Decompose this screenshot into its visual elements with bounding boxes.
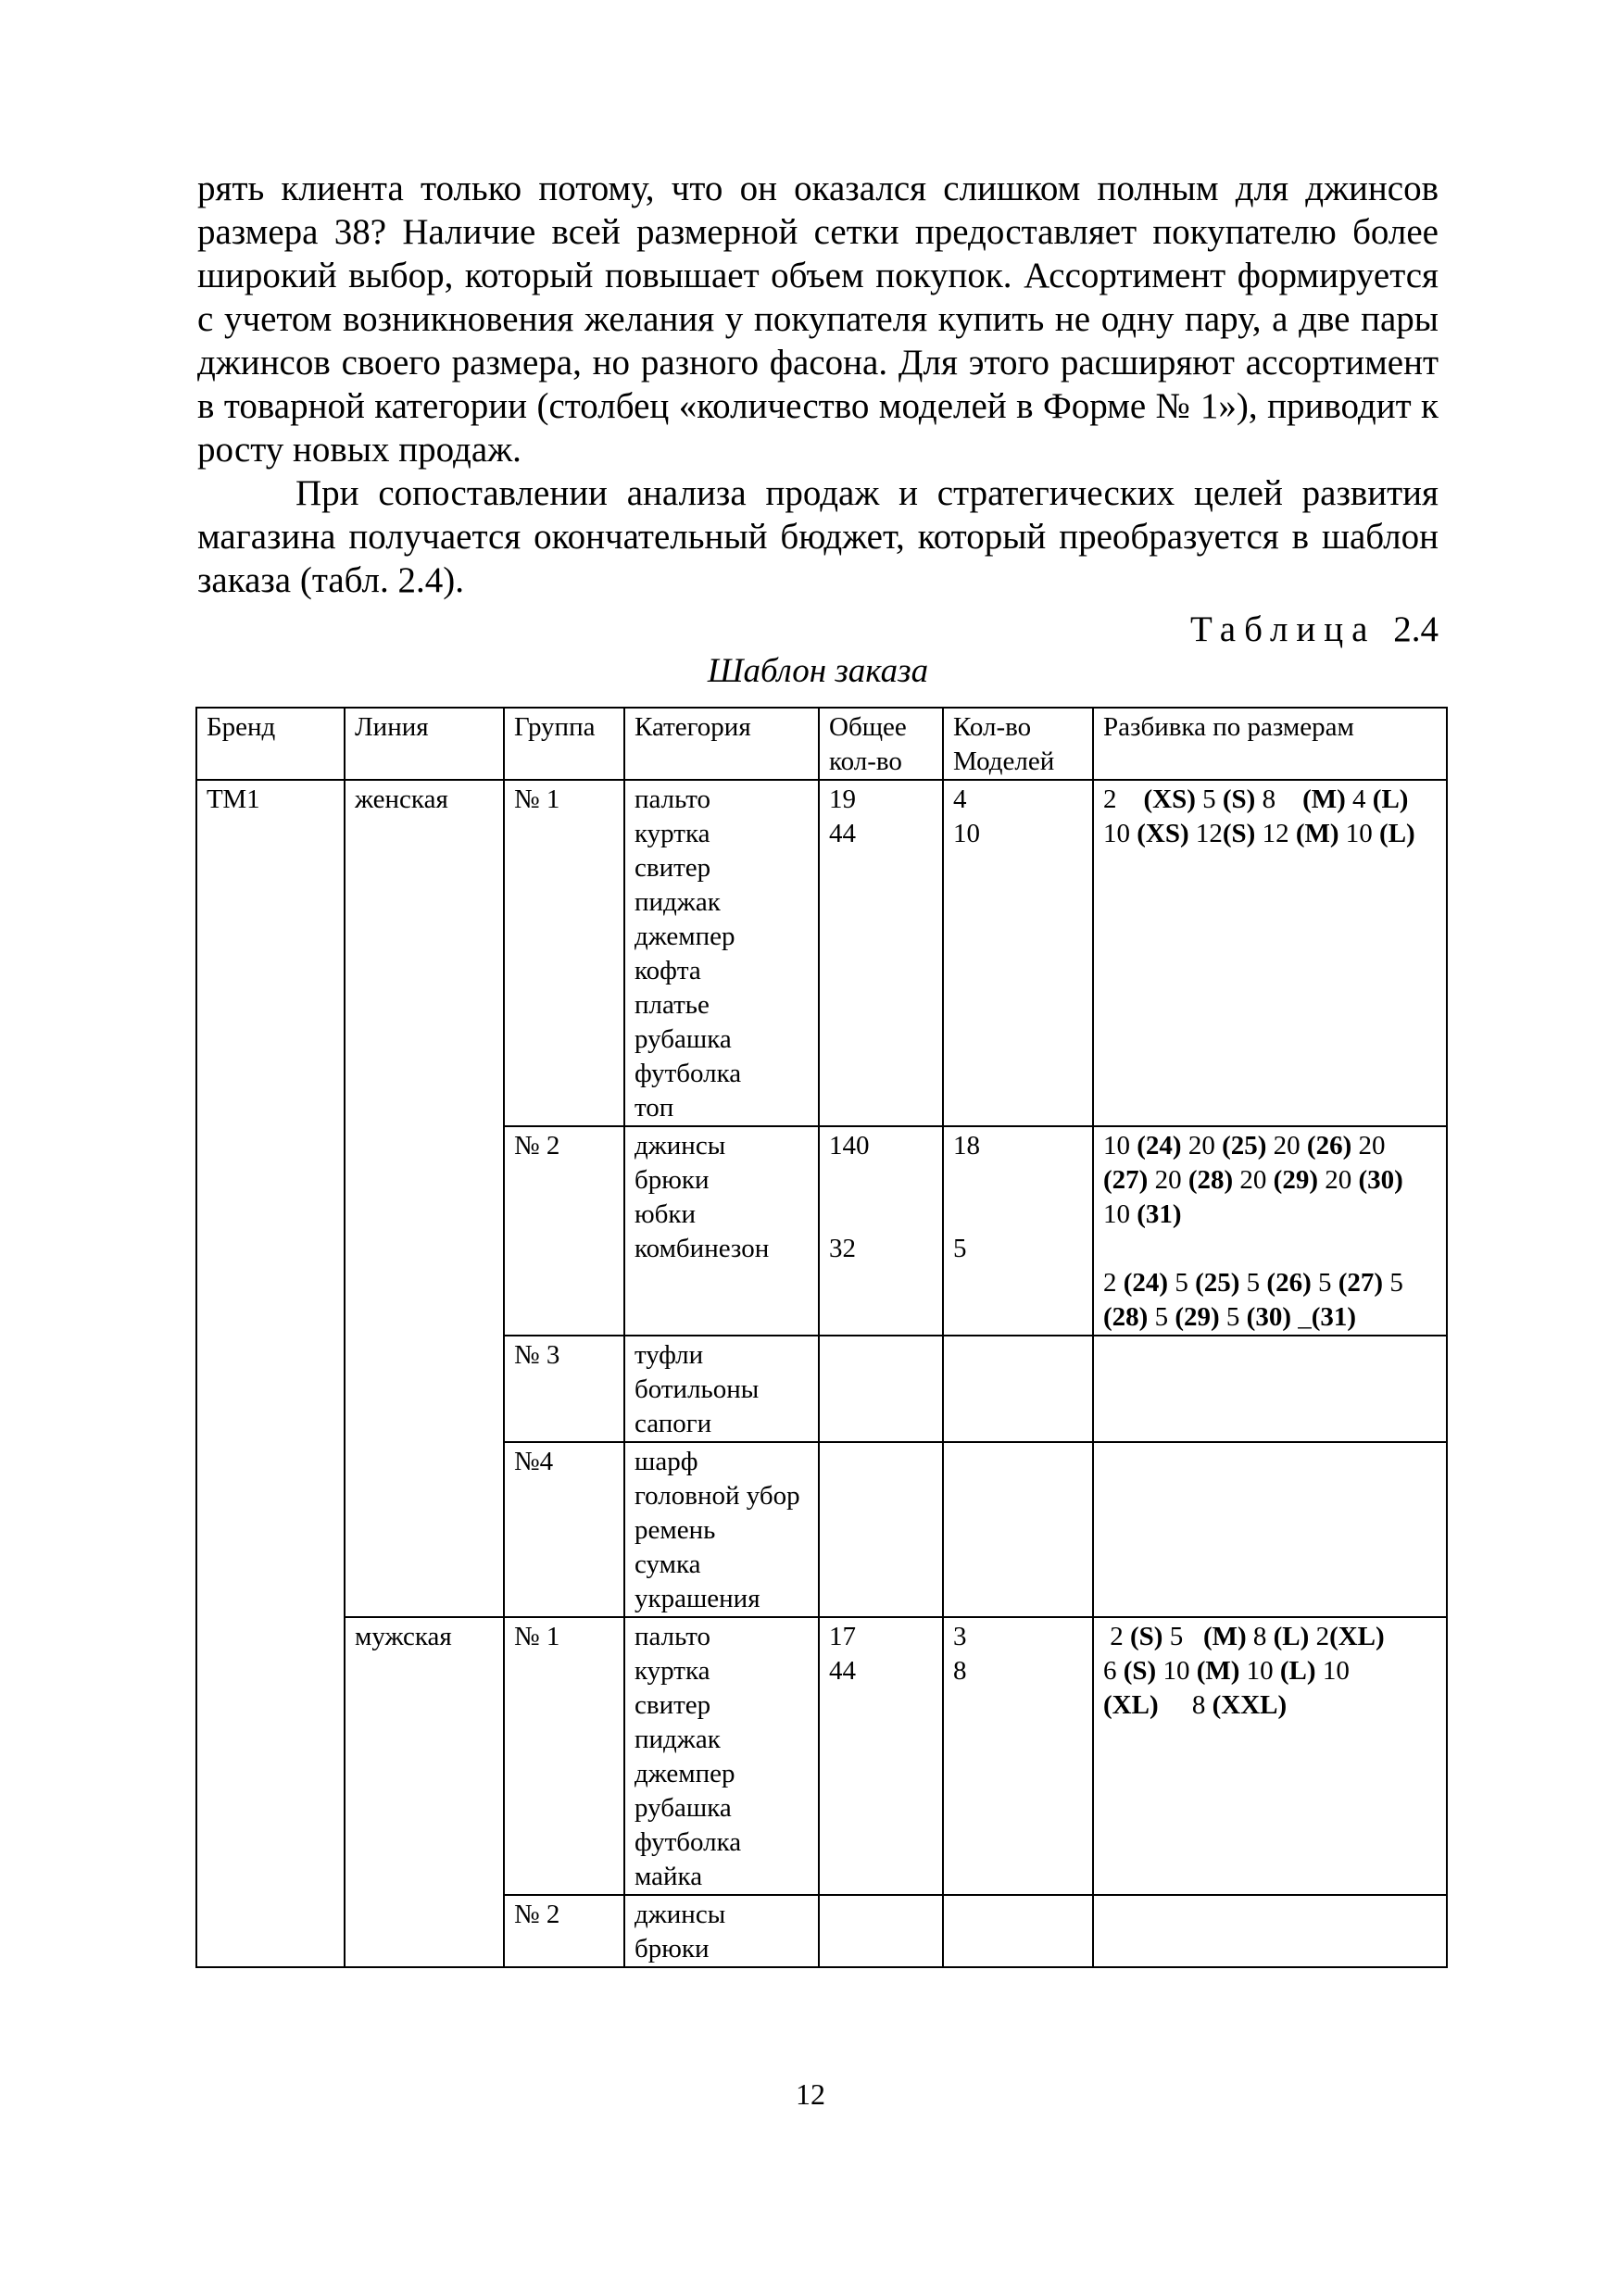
total-cell <box>819 1336 943 1442</box>
sizes-cell <box>1093 780 1447 1126</box>
total-cell <box>819 1442 943 1617</box>
size-breakdown: 2 (24) 5 (25) 5 (26) 5 (27) 5 (28) 5 (29) 5 (30) _(31) <box>1103 1268 1403 1332</box>
category-item: ремень <box>635 1515 716 1545</box>
models-cell <box>943 1617 1093 1895</box>
category-item: шарф <box>635 1447 698 1476</box>
total-value: 19 <box>829 784 856 814</box>
category-item: туфли <box>635 1340 704 1370</box>
models-cell <box>943 1442 1093 1617</box>
category-item: майка <box>635 1862 703 1891</box>
models-cell <box>943 1336 1093 1442</box>
size-breakdown: 6 (S) 10 (M) 10 (L) 10 (XL) 8 (XXL) <box>1103 1656 1350 1720</box>
category-item: брюки <box>635 1165 710 1195</box>
category-cell <box>624 1617 819 1895</box>
category-item: брюки <box>635 1934 710 1964</box>
category-item: рубашка <box>635 1024 732 1054</box>
body-text <box>197 167 1439 602</box>
models-cell <box>943 1126 1093 1336</box>
sizes-cell <box>1093 1126 1447 1336</box>
paragraph: рять клиента только потому, что он оказался слишком полным для джинсов размера 38? Наличие всей размерной сетки предоставляет покупателю более широкий выбор, который повышает объем покупок. Ассортимент формируется с учетом возникновения желания у покупателя купить не одну пару, а две пары джинсов своего размера, но разного фасона. Для этого расширяют ассортимент в товарной категории (столбец «количество моделей в Форме № 1»), приводит к росту новых продаж. <box>197 169 1439 470</box>
category-item: головной убор <box>635 1481 800 1511</box>
header-line: Линия <box>345 708 504 780</box>
total-cell <box>819 780 943 1126</box>
category-item: топ <box>635 1093 674 1123</box>
category-item: рубашка <box>635 1793 732 1823</box>
category-item: кофта <box>635 956 701 985</box>
total-value: 140 <box>829 1131 870 1161</box>
line-cell-men: мужская <box>345 1617 504 1967</box>
table-label <box>197 608 1439 651</box>
category-item: пиджак <box>635 887 721 917</box>
category-item: комбинезон <box>635 1234 770 1263</box>
group-cell: № 2 <box>504 1126 624 1336</box>
category-item: юбки <box>635 1199 697 1229</box>
total-value: 32 <box>829 1234 856 1263</box>
category-item: куртка <box>635 819 710 848</box>
header-models: Кол-во Моделей <box>943 708 1093 780</box>
header-total: Общее кол-во <box>819 708 943 780</box>
category-item: ботильоны <box>635 1374 760 1404</box>
sizes-cell <box>1093 1895 1447 1967</box>
group-cell: № 3 <box>504 1336 624 1442</box>
group-cell: № 2 <box>504 1895 624 1967</box>
size-breakdown: 10 (XS) 12(S) 12 (M) 10 (L) <box>1103 819 1415 848</box>
table-row <box>196 1617 1447 1895</box>
table-header-row <box>196 708 1447 780</box>
models-value: 5 <box>953 1234 967 1263</box>
category-cell <box>624 1126 819 1336</box>
category-cell <box>624 780 819 1126</box>
paragraph: При сопоставлении анализа продаж и стратегических целей развития магазина получается окончательный бюджет, который преобразуется в шаблон заказа (табл. 2.4). <box>197 473 1439 600</box>
size-breakdown: 2 (XS) 5 (S) 8 (M) 4 (L) <box>1103 784 1409 814</box>
sizes-cell <box>1093 1617 1447 1895</box>
header-brand: Бренд <box>196 708 345 780</box>
category-item: украшения <box>635 1584 760 1613</box>
group-cell: № 1 <box>504 1617 624 1895</box>
total-cell <box>819 1895 943 1967</box>
category-item: сапоги <box>635 1409 712 1438</box>
group-cell: №4 <box>504 1442 624 1617</box>
total-value: 44 <box>829 819 856 848</box>
total-cell <box>819 1126 943 1336</box>
table-title: Шаблон заказа <box>707 652 929 690</box>
category-item: пальто <box>635 1622 711 1651</box>
total-value: 17 <box>829 1622 856 1651</box>
page-number: 12 <box>796 2077 825 2111</box>
line-cell-women: женская <box>345 780 504 1617</box>
models-cell <box>943 1895 1093 1967</box>
category-item: джинсы <box>635 1131 726 1161</box>
total-cell <box>819 1617 943 1895</box>
brand-cell: ТМ1 <box>196 780 345 1967</box>
order-template-table <box>195 707 1448 1968</box>
category-item: джемпер <box>635 1759 735 1788</box>
category-item: джинсы <box>635 1900 726 1929</box>
category-cell <box>624 1442 819 1617</box>
category-item: сумка <box>635 1549 701 1579</box>
sizes-cell <box>1093 1336 1447 1442</box>
category-item: свитер <box>635 1690 711 1720</box>
table-label-number: 2.4 <box>1393 609 1439 649</box>
category-item: пиджак <box>635 1725 721 1754</box>
group-cell: № 1 <box>504 780 624 1126</box>
header-group: Группа <box>504 708 624 780</box>
page-content <box>197 167 1439 1968</box>
models-value: 10 <box>953 819 980 848</box>
category-item: куртка <box>635 1656 710 1686</box>
category-cell <box>624 1895 819 1967</box>
header-category: Категория <box>624 708 819 780</box>
header-sizes: Разбивка по размерам <box>1093 708 1447 780</box>
sizes-cell <box>1093 1442 1447 1617</box>
models-value: 8 <box>953 1656 967 1686</box>
category-item: платье <box>635 990 710 1020</box>
category-item: свитер <box>635 853 711 883</box>
category-cell <box>624 1336 819 1442</box>
models-value: 4 <box>953 784 967 814</box>
size-breakdown: 10 (24) 20 (25) 20 (26) 20 (27) 20 (28) 20 (29) 20 (30) 10 (31) <box>1103 1131 1403 1229</box>
models-value: 3 <box>953 1622 967 1651</box>
total-value: 44 <box>829 1656 856 1686</box>
table-row <box>196 780 1447 1126</box>
category-item: футболка <box>635 1827 742 1857</box>
category-item: футболка <box>635 1059 742 1088</box>
models-cell <box>943 780 1093 1126</box>
table-label-word: Таблица <box>1189 609 1376 649</box>
category-item: джемпер <box>635 922 735 951</box>
models-value: 18 <box>953 1131 980 1161</box>
category-item: пальто <box>635 784 711 814</box>
size-breakdown: 2 (S) 5 (M) 8 (L) 2(XL) <box>1110 1622 1385 1651</box>
